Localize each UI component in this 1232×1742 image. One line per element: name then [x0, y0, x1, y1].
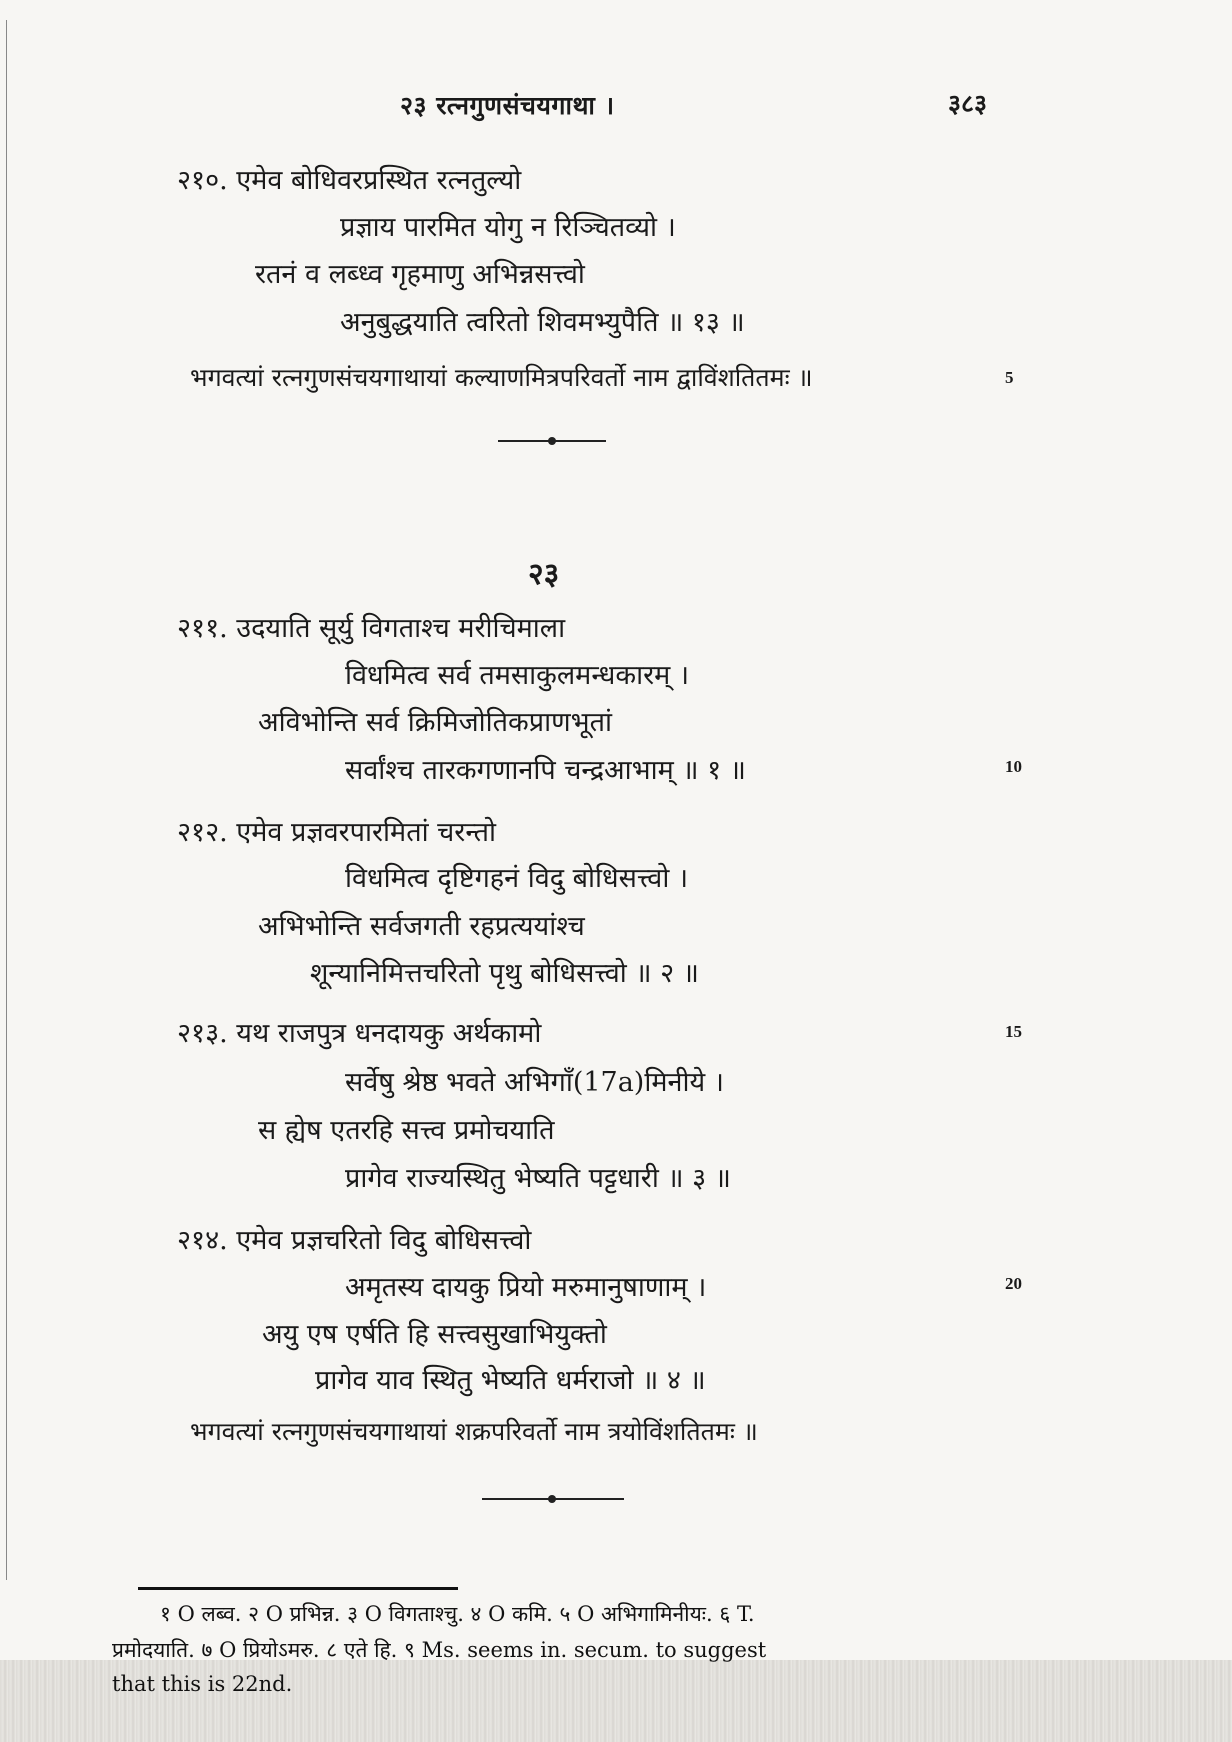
line-number: 20	[1005, 1274, 1022, 1293]
verse-line: अनुबुद्धयाति त्वरितो शिवमभ्युपैति ॥ १३ ॥	[340, 307, 745, 338]
verse-line: प्रज्ञाय पारमित योगु न रिञ्चितव्यो ।	[340, 212, 676, 243]
footnote-separator	[138, 1587, 458, 1590]
chapter-colophon: भगवत्यां रत्नगुणसंचयगाथायां कल्याणमित्रपरिवर्तो नाम द्वाविंशतितमः ॥	[190, 363, 813, 392]
section-divider	[482, 1498, 624, 1500]
running-header-title: २३ रत्नगुणसंचयगाथा ।	[400, 91, 615, 120]
verse-line: सर्वांश्च तारकगणानपि चन्द्रआभाम् ॥ १ ॥	[345, 755, 746, 786]
verse-line: विधमित्व दृष्टिगहनं विदु बोधिसत्त्वो ।	[345, 863, 689, 894]
chapter-number: २३	[528, 557, 560, 592]
footnote-line: that this is 22nd.	[112, 1672, 293, 1696]
verse-line: अभिभोन्ति सर्वजगती रहप्रत्ययांश्च	[258, 911, 585, 942]
footnote-line: १ O लब्व. २ O प्रभिन्न. ३ O विगताश्चु. ४ O कमि. ५ O अभिगामिनीयः. ६ T.	[160, 1602, 755, 1626]
verse-line: सर्वेषु श्रेष्ठ भवते अभिगाँ(17a)मिनीये ।	[345, 1067, 724, 1098]
verse-line: प्रागेव राज्यस्थितु भेष्यति पट्टधारी ॥ ३ ॥	[345, 1163, 731, 1194]
scan-margin-line	[6, 20, 7, 1580]
line-number: 5	[1005, 368, 1014, 387]
line-number: 15	[1005, 1022, 1022, 1041]
verse-line: शून्यानिमित्तचरितो पृथु बोधिसत्त्वो ॥ २ ॥	[310, 958, 699, 989]
page-number: ३८३	[948, 89, 988, 118]
verse-line: २१२. एमेव प्रज्ञवरपारमितां चरन्तो	[177, 817, 497, 848]
footnote-line: प्रमोदयाति. ७ O प्रियोऽमरु. ८ एते हि. ९ Ms. seems in. secum. to suggest	[112, 1638, 767, 1662]
section-divider	[498, 440, 606, 442]
verse-line: २१४. एमेव प्रज्ञचरितो विदु बोधिसत्त्वो	[177, 1225, 532, 1256]
verse-line: २१०. एमेव बोधिवरप्रस्थित रत्नतुल्यो	[177, 165, 522, 196]
verse-line: स ह्येष एतरहि सत्त्व प्रमोचयाति	[258, 1115, 555, 1146]
verse-line: अयु एष एर्षति हि सत्त्वसुखाभियुक्तो	[262, 1319, 607, 1350]
verse-line: २११. उदयाति सूर्यु विगताश्च मरीचिमाला	[177, 613, 566, 644]
verse-line: प्रागेव याव स्थितु भेष्यति धर्मराजो ॥ ४ ॥	[315, 1365, 706, 1396]
chapter-colophon: भगवत्यां रत्नगुणसंचयगाथायां शक्रपरिवर्तो नाम त्रयोविंशतितमः ॥	[190, 1417, 758, 1446]
verse-line: विधमित्व सर्व तमसाकुलमन्धकारम् ।	[345, 660, 690, 691]
verse-line: अमृतस्य दायकु प्रियो मरुमानुषाणाम् ।	[345, 1272, 707, 1303]
verse-line: २१३. यथ राजपुत्र धनदायकु अर्थकामो	[177, 1018, 542, 1049]
line-number: 10	[1005, 757, 1022, 776]
verse-line: अविभोन्ति सर्व क्रिमिजोतिकप्राणभूतां	[258, 707, 612, 738]
verse-line: रतनं व लब्ध्व गृहमाणु अभिन्नसत्त्वो	[255, 259, 585, 290]
